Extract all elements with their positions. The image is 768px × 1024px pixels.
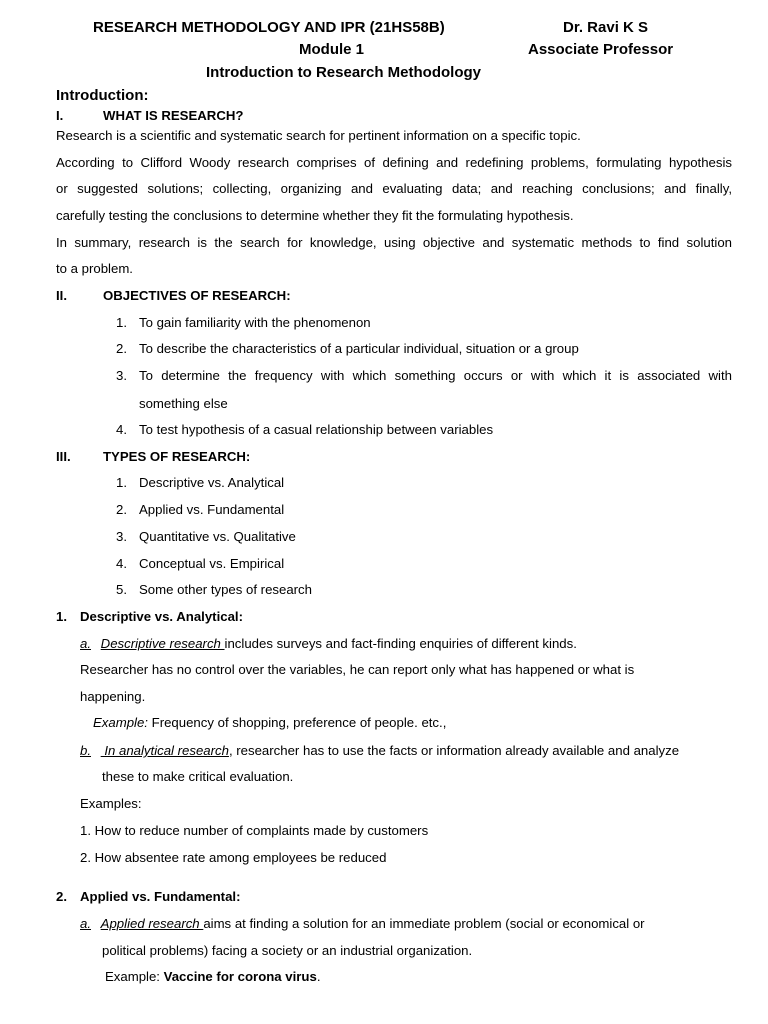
- introduction-heading: Introduction:: [56, 87, 149, 104]
- example-label: Example:: [93, 715, 148, 730]
- list-item-number: 3.: [116, 368, 127, 383]
- example-item: 2. How absentee rate among employees be reduced: [80, 850, 387, 865]
- list-item: To test hypothesis of a casual relationship between variables: [139, 422, 494, 437]
- list-item: Descriptive vs. Analytical: [139, 475, 285, 490]
- list-item-number: 5.: [116, 582, 127, 597]
- item-text: , researcher has to use the facts or information already available and analyze: [228, 743, 680, 758]
- section-numeral: III.: [56, 449, 71, 464]
- list-item-number: 1.: [116, 475, 127, 490]
- document-title: Introduction to Research Methodology: [206, 64, 482, 81]
- paragraph-line: happening.: [80, 689, 146, 704]
- author-designation: Associate Professor: [528, 41, 674, 58]
- paragraph-line: to a problem.: [56, 261, 133, 276]
- list-item: To determine the frequency with which something occurs or with which it is associated with: [139, 368, 732, 383]
- paragraph-line: Research is a scientific and systematic search for pertinent information on a specific topic.: [56, 128, 581, 143]
- list-item-number: 4.: [116, 422, 127, 437]
- paragraph-line: In summary, research is the search for knowledge, using objective and systematic methods to find solution: [56, 235, 732, 250]
- list-item: To describe the characteristics of a particular individual, situation or a group: [139, 341, 579, 356]
- item-term: In analytical research: [100, 743, 229, 758]
- item-b-line: [80, 744, 679, 757]
- subsection-heading: Descriptive vs. Analytical:: [80, 609, 243, 624]
- subsection-number: 1.: [56, 609, 67, 624]
- list-item-number: 3.: [116, 529, 127, 544]
- example-end: .: [316, 969, 321, 984]
- section-numeral: I.: [56, 108, 64, 123]
- list-item-number: 2.: [116, 341, 127, 356]
- list-item: Some other types of research: [139, 582, 312, 597]
- paragraph-line: or suggested solutions; collecting, organizing and evaluating data; and reaching conclusions; and finally,: [56, 181, 732, 196]
- author-name: Dr. Ravi K S: [563, 19, 649, 36]
- example-item: 1. How to reduce number of complaints made by customers: [80, 823, 429, 838]
- item-label: a.: [80, 916, 91, 931]
- item-a-line: [80, 637, 577, 650]
- list-item: Applied vs. Fundamental: [139, 502, 285, 517]
- paragraph-line: Researcher has no control over the variables, he can report only what has happened or what is: [80, 662, 635, 677]
- section-numeral: II.: [56, 288, 67, 303]
- example-value: Vaccine for corona virus: [163, 969, 317, 984]
- list-item: Conceptual vs. Empirical: [139, 556, 285, 571]
- example-line: [93, 716, 446, 729]
- item-label: a.: [80, 636, 91, 651]
- list-item-number: 1.: [116, 315, 127, 330]
- item-label: b.: [80, 743, 91, 758]
- section-heading: WHAT IS RESEARCH?: [103, 108, 244, 123]
- example-line: [105, 970, 321, 983]
- item-continuation: political problems) facing a society or an industrial organization.: [102, 943, 473, 958]
- list-item: To gain familiarity with the phenomenon: [139, 315, 371, 330]
- subsection-heading: Applied vs. Fundamental:: [80, 889, 241, 904]
- list-item-number: 2.: [116, 502, 127, 517]
- example-text: Frequency of shopping, preference of people. etc.,: [147, 715, 447, 730]
- subsection-number: 2.: [56, 889, 67, 904]
- item-text: includes surveys and fact-finding enquiries of different kinds.: [224, 636, 577, 651]
- examples-heading: Examples:: [80, 796, 142, 811]
- example-label: Example:: [105, 969, 164, 984]
- list-item-number: 4.: [116, 556, 127, 571]
- item-term: Applied research: [100, 916, 204, 931]
- course-title: RESEARCH METHODOLOGY AND IPR (21HS58B): [93, 19, 445, 36]
- item-term: Descriptive research: [100, 636, 225, 651]
- module-label: Module 1: [299, 41, 365, 58]
- list-item: Quantitative vs. Qualitative: [139, 529, 296, 544]
- section-heading: TYPES OF RESEARCH:: [103, 449, 251, 464]
- list-item-continuation: something else: [139, 396, 228, 411]
- paragraph-line: carefully testing the conclusions to determine whether they fit the formulating hypothesis.: [56, 208, 574, 223]
- item-a-line: [80, 917, 645, 930]
- paragraph-line: According to Clifford Woody research comprises of defining and redefining problems, formulating hypothesis: [56, 155, 732, 170]
- section-heading: OBJECTIVES OF RESEARCH:: [103, 288, 291, 303]
- item-continuation: these to make critical evaluation.: [102, 769, 294, 784]
- item-text: aims at finding a solution for an immediate problem (social or economical or: [203, 916, 645, 931]
